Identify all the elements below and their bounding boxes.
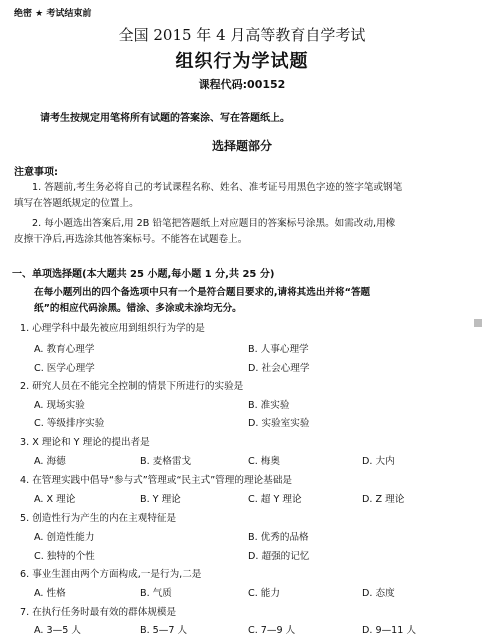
notes-title: 注意事项: bbox=[14, 167, 58, 178]
question-1-option-c: C. 医学心理学 bbox=[34, 363, 95, 374]
question-4-option-a: A. X 理论 bbox=[34, 494, 76, 505]
question-7-option-c: C. 7—9 人 bbox=[248, 625, 296, 636]
confidential-label: 绝密 ★ 考试结束前 bbox=[14, 9, 92, 19]
question-3-option-c: C. 梅奥 bbox=[248, 456, 280, 467]
note-2-line-1: 2. 每小题选出答案后,用 2B 铅笔把答题纸上对应题目的答案标号涂黑。如需改动,用橡 bbox=[32, 218, 396, 229]
note-1-line-1: 1. 答题前,考生务必将自己的考试课程名称、姓名、准考证号用黑色字迹的签字笔或钢笔 bbox=[32, 182, 403, 193]
question-5-option-d: D. 超强的记忆 bbox=[248, 551, 310, 562]
question-5-option-a: A. 创造性能力 bbox=[34, 532, 95, 543]
question-4-option-b: B. Y 理论 bbox=[140, 494, 181, 505]
question-7-option-b: B. 5—7 人 bbox=[140, 625, 188, 636]
question-5-option-b: B. 优秀的品格 bbox=[248, 532, 309, 543]
question-4-option-d: D. Z 理论 bbox=[362, 494, 405, 505]
question-1-stem: 1. 心理学科中最先被应用到组织行为学的是 bbox=[20, 323, 205, 334]
question-1-option-a: A. 教育心理学 bbox=[34, 344, 95, 355]
note-1-line-2: 填写在答题纸规定的位置上。 bbox=[14, 198, 139, 209]
question-7-option-a: A. 3—5 人 bbox=[34, 625, 81, 636]
question-5-stem: 5. 创造性行为产生的内在主观特征是 bbox=[20, 513, 177, 524]
question-6-option-a: A. 性格 bbox=[34, 588, 66, 599]
course-code: 课程代码:00152 bbox=[198, 78, 286, 91]
scrollbar-marker[interactable] bbox=[474, 319, 482, 327]
part-title: 选择题部分 bbox=[211, 139, 272, 153]
section-instruction-line-2: 纸”的相应代码涂黑。错涂、多涂或未涂均无分。 bbox=[34, 303, 242, 314]
question-1-option-d: D. 社会心理学 bbox=[248, 363, 310, 374]
question-3-option-b: B. 麦格雷戈 bbox=[140, 456, 192, 467]
question-6-option-c: C. 能力 bbox=[248, 588, 280, 599]
question-4-stem: 4. 在管理实践中倡导“参与式”管理或“民主式”管理的理论基础是 bbox=[20, 475, 292, 486]
question-3-option-a: A. 海德 bbox=[34, 456, 66, 467]
question-3-stem: 3. X 理论和 Y 理论的提出者是 bbox=[20, 437, 150, 448]
question-4-option-c: C. 超 Y 理论 bbox=[248, 494, 302, 505]
question-7-stem: 7. 在执行任务时最有效的群体规模是 bbox=[20, 607, 177, 618]
note-2-line-2: 皮擦干净后,再选涂其他答案标号。不能答在试题卷上。 bbox=[14, 234, 248, 245]
question-6-option-d: D. 态度 bbox=[362, 588, 395, 599]
question-3-option-d: D. 大内 bbox=[362, 456, 395, 467]
question-6-option-b: B. 气质 bbox=[140, 588, 172, 599]
section-heading: 一、单项选择题(本大题共 25 小题,每小题 1 分,共 25 分) bbox=[12, 269, 275, 280]
question-2-option-b: B. 准实验 bbox=[248, 400, 290, 411]
exam-name: 全国 2015 年 4 月高等教育自学考试 bbox=[118, 26, 366, 44]
question-2-option-c: C. 等级排序实验 bbox=[34, 418, 105, 429]
question-5-option-c: C. 独特的个性 bbox=[34, 551, 95, 562]
question-2-stem: 2. 研究人员在不能完全控制的情景下所进行的实验是 bbox=[20, 381, 244, 392]
answer-reminder: 请考生按规定用笔将所有试题的答案涂、写在答题纸上。 bbox=[40, 113, 290, 124]
question-2-option-d: D. 实验室实验 bbox=[248, 418, 310, 429]
question-1-option-b: B. 人事心理学 bbox=[248, 344, 309, 355]
page-title: 组织行为学试题 bbox=[175, 51, 309, 72]
section-instruction-line-1: 在每小题列出的四个备选项中只有一个是符合题目要求的,请将其选出并将“答题 bbox=[34, 287, 371, 298]
question-7-option-d: D. 9—11 人 bbox=[362, 625, 417, 636]
question-6-stem: 6. 事业生涯由两个方面构成,一是行为,二是 bbox=[20, 569, 202, 580]
question-2-option-a: A. 现场实验 bbox=[34, 400, 85, 411]
